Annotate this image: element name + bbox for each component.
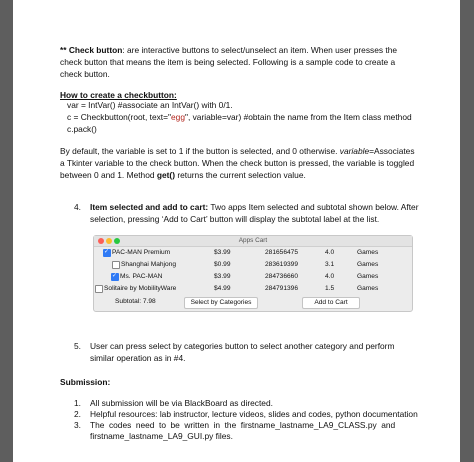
item-4-title: Item selected and add to cart: bbox=[90, 202, 209, 212]
item-category: Games bbox=[357, 261, 379, 268]
default-line-1 bbox=[60, 145, 415, 157]
item-rating: 3.1 bbox=[325, 261, 335, 268]
check-button-line-3: check button. bbox=[60, 69, 110, 79]
submission-1-number: 1. bbox=[74, 398, 81, 408]
item-5-line-2: similar operation as in #4. bbox=[90, 353, 186, 363]
item-rating: 1.5 bbox=[325, 285, 335, 292]
default-get-bold: get() bbox=[156, 170, 175, 180]
item-4-number: 4. bbox=[74, 202, 81, 212]
default-line-1-end: =Associates bbox=[369, 146, 415, 156]
item-5-line-1: User can press select by categories button to select another category and perform bbox=[90, 341, 395, 351]
item-price: $3.99 bbox=[214, 249, 231, 256]
default-line-3 bbox=[60, 169, 306, 181]
submission-3-number: 3. bbox=[74, 420, 81, 430]
item-price: $0.99 bbox=[214, 261, 231, 268]
item-category: Games bbox=[357, 285, 379, 292]
select-by-categories-button[interactable]: Select by Categories bbox=[184, 297, 258, 309]
item-4-line-1 bbox=[90, 201, 419, 213]
submission-2: Helpful resources: lab instructor, lecture videos, slides and codes, python documentation bbox=[90, 409, 418, 419]
item-4-line-2: selection, pressing ‘Add to Cart’ button will display the subtotal label at the list. bbox=[90, 214, 380, 224]
checkbox-solitaire[interactable] bbox=[95, 285, 103, 293]
item-id: 283619399 bbox=[265, 261, 299, 268]
submission-2-number: 2. bbox=[74, 409, 81, 419]
item-category: Games bbox=[357, 273, 379, 280]
add-to-cart-button[interactable]: Add to Cart bbox=[302, 297, 360, 309]
default-line-3-start: between 0 and 1. Method bbox=[60, 170, 157, 180]
check-button-term: ** Check button bbox=[60, 45, 123, 55]
item-name: Shanghai Mahjong bbox=[121, 261, 176, 268]
check-button-text-1: : are interactive buttons to select/unselect an item. When user presses the bbox=[122, 45, 398, 55]
item-4-text-1: Two apps Item selected and subtotal shown below. After bbox=[208, 202, 419, 212]
submission-3-line-2: firstname_lastname_LA9_GUI.py files. bbox=[90, 431, 233, 441]
window-title: Apps Cart bbox=[238, 237, 268, 244]
document-page bbox=[13, 0, 460, 462]
item-name: PAC-MAN Premium bbox=[112, 249, 171, 256]
code-line-2-end: ", variable=var) #obtain the name from the Item class method bbox=[184, 112, 412, 122]
default-line-2: a Tkinter variable to the check button. When the check button is pressed, the variable is toggled bbox=[60, 158, 415, 168]
window-titlebar bbox=[94, 236, 412, 247]
howto-heading: How to create a checkbutton: bbox=[60, 90, 177, 100]
item-rating: 4.0 bbox=[325, 273, 335, 280]
submission-1: All submission will be via BlackBoard as directed. bbox=[90, 398, 273, 408]
checkbox-ms-pac-man[interactable] bbox=[111, 273, 119, 281]
default-line-3-end: returns the current selection value. bbox=[175, 170, 306, 180]
item-id: 284791396 bbox=[265, 285, 299, 292]
checkbox-pac-man-premium[interactable] bbox=[103, 249, 111, 257]
submission-3-line-1: The codes need to be written in the firstname_lastname_LA9_CLASS.py and bbox=[90, 420, 396, 430]
checkbox-shanghai-mahjong[interactable] bbox=[112, 261, 120, 269]
check-button-line-1 bbox=[60, 44, 397, 56]
submission-heading: Submission: bbox=[60, 377, 111, 387]
item-name: Ms. PAC-MAN bbox=[120, 273, 163, 280]
code-egg-string: egg bbox=[171, 112, 185, 122]
item-price: $3.99 bbox=[214, 273, 231, 280]
item-5-number: 5. bbox=[74, 341, 81, 351]
item-price: $4.99 bbox=[214, 285, 231, 292]
check-button-line-2: check button that means the item is being selected. Following is a sample code to create a bbox=[60, 57, 396, 67]
apps-cart-window bbox=[93, 235, 413, 312]
code-line-2-start: c = Checkbutton(root, text=" bbox=[67, 112, 171, 122]
code-line-1: var = IntVar() #associate an IntVar() with 0/1. bbox=[67, 100, 233, 110]
code-line-2 bbox=[67, 111, 412, 123]
item-rating: 4.0 bbox=[325, 249, 335, 256]
default-line-1-start: By default, the variable is set to 1 if the button is selected, and 0 otherwise. bbox=[60, 146, 340, 156]
item-id: 281656475 bbox=[265, 249, 299, 256]
default-variable-italic: variable bbox=[339, 146, 370, 156]
item-category: Games bbox=[357, 249, 379, 256]
item-id: 284736660 bbox=[265, 273, 299, 280]
item-name: Solitaire by MobilityWare bbox=[104, 285, 177, 292]
subtotal-label: Subtotal: 7.98 bbox=[115, 298, 156, 305]
code-line-3: c.pack() bbox=[67, 124, 97, 134]
